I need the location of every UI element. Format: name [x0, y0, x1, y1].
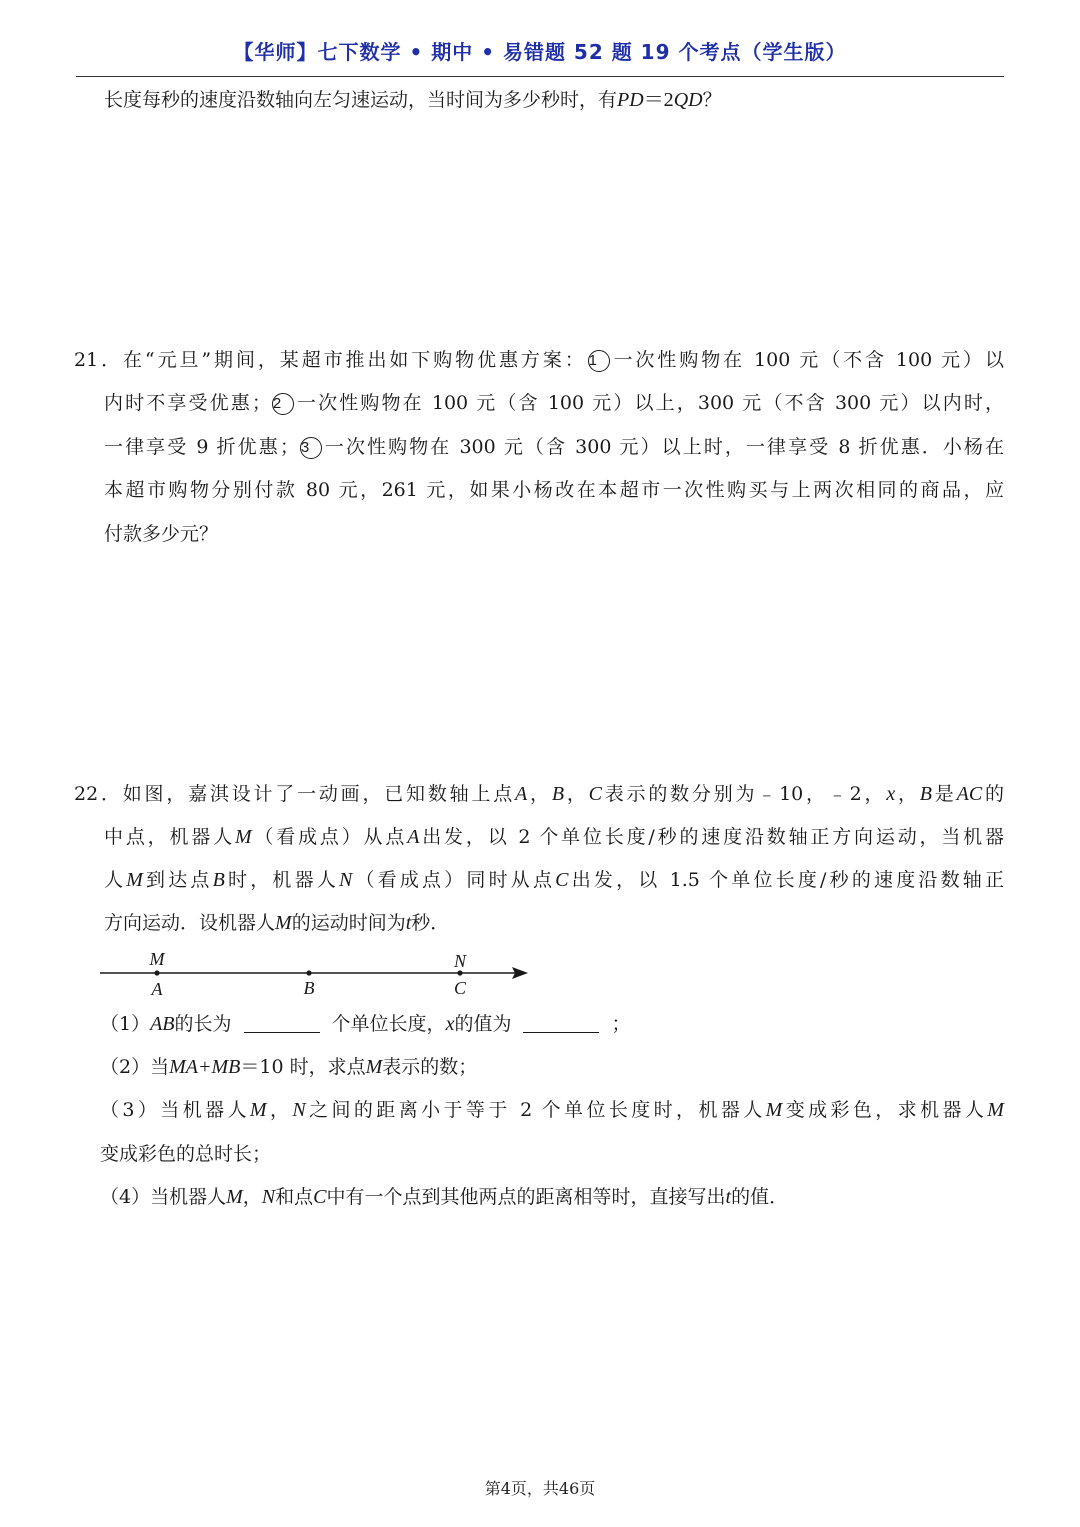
q22-sub-2: （2）当MA+MB＝10 时，求点M表示的数；: [100, 1056, 478, 1078]
q22-line-2: 中点，机器人M（看成点）从点A出发，以 2 个单位长度/秒的速度沿数轴正方向运动，当机器: [104, 826, 1004, 848]
label-M: M: [149, 949, 165, 969]
q22-line-1: 22．如图，嘉淇设计了一动画，已知数轴上点A，B，C表示的数分别为﹣10，﹣2，x，B是AC的: [74, 783, 1004, 805]
q22-sub-4: （4）当机器人M，N和点C中有一个点到其他两点的距离相等时，直接写出t的值．: [100, 1186, 789, 1208]
q22-sub-3-line-1: （3）当机器人M，N之间的距离小于等于 2 个单位长度时，机器人M变成彩色，求机器人M: [100, 1099, 1004, 1121]
q22-sub-1: （1）AB的长为 个单位长度，x的值为 ；: [100, 1013, 631, 1035]
circled-number-2: 2: [272, 393, 294, 415]
point-B-dot: [306, 970, 311, 975]
point-C-dot: [457, 970, 462, 975]
label-N: N: [453, 951, 467, 971]
q21-line-5: 付款多少元？: [104, 523, 219, 545]
q22-number: 22．: [74, 783, 123, 805]
q21-line-1: 21．在“元旦”期间，某超市推出如下购物优惠方案： 1 一次性购物在 100 元（不含 100 元）以: [74, 349, 1004, 371]
point-A-dot: [154, 970, 159, 975]
circled-number-1: 1: [588, 350, 610, 372]
answer-blank-ab[interactable]: [244, 1012, 320, 1033]
q21-line-4: 本超市购物分别付款 80 元，261 元，如果小杨改在本超市一次性购买与上两次相同的商品，应: [104, 479, 1004, 501]
q22-sub-3-line-2: 变成彩色的总时长；: [100, 1143, 272, 1165]
q21-number: 21．: [74, 349, 124, 371]
q21-line-2: 内时不享受优惠； 2 一次性购物在 100 元（含 100 元）以上，300 元（不含 300 元）以内时，: [104, 392, 1004, 414]
q22-line-3: 人M到达点B时，机器人N（看成点）同时从点C出发，以 1.5 个单位长度/秒的速度沿数轴正: [104, 869, 1004, 891]
number-line-figure: [96, 944, 536, 1004]
page-number: 第4页，共46页: [484, 1479, 596, 1498]
label-A: A: [151, 979, 163, 999]
header-title: 【华师】七下数学 • 期中 • 易错题 52 题 19 个考点（学生版）: [233, 40, 847, 64]
label-B: B: [303, 978, 315, 998]
q21-line-3: 一律享受 9 折优惠； 3 一次性购物在 300 元（含 300 元）以上时，一律享受 8 折优惠．小杨在: [104, 436, 1005, 458]
q22-line-4: 方向运动．设机器人M的运动时间为t秒．: [104, 912, 450, 934]
answer-blank-x[interactable]: [523, 1012, 599, 1033]
circled-number-3: 3: [300, 437, 322, 459]
label-C: C: [453, 978, 467, 998]
q20-continuation: 长度每秒的速度沿数轴向左匀速运动，当时间为多少秒时，有PD＝2QD？: [104, 89, 722, 111]
header-divider: [76, 76, 1004, 77]
